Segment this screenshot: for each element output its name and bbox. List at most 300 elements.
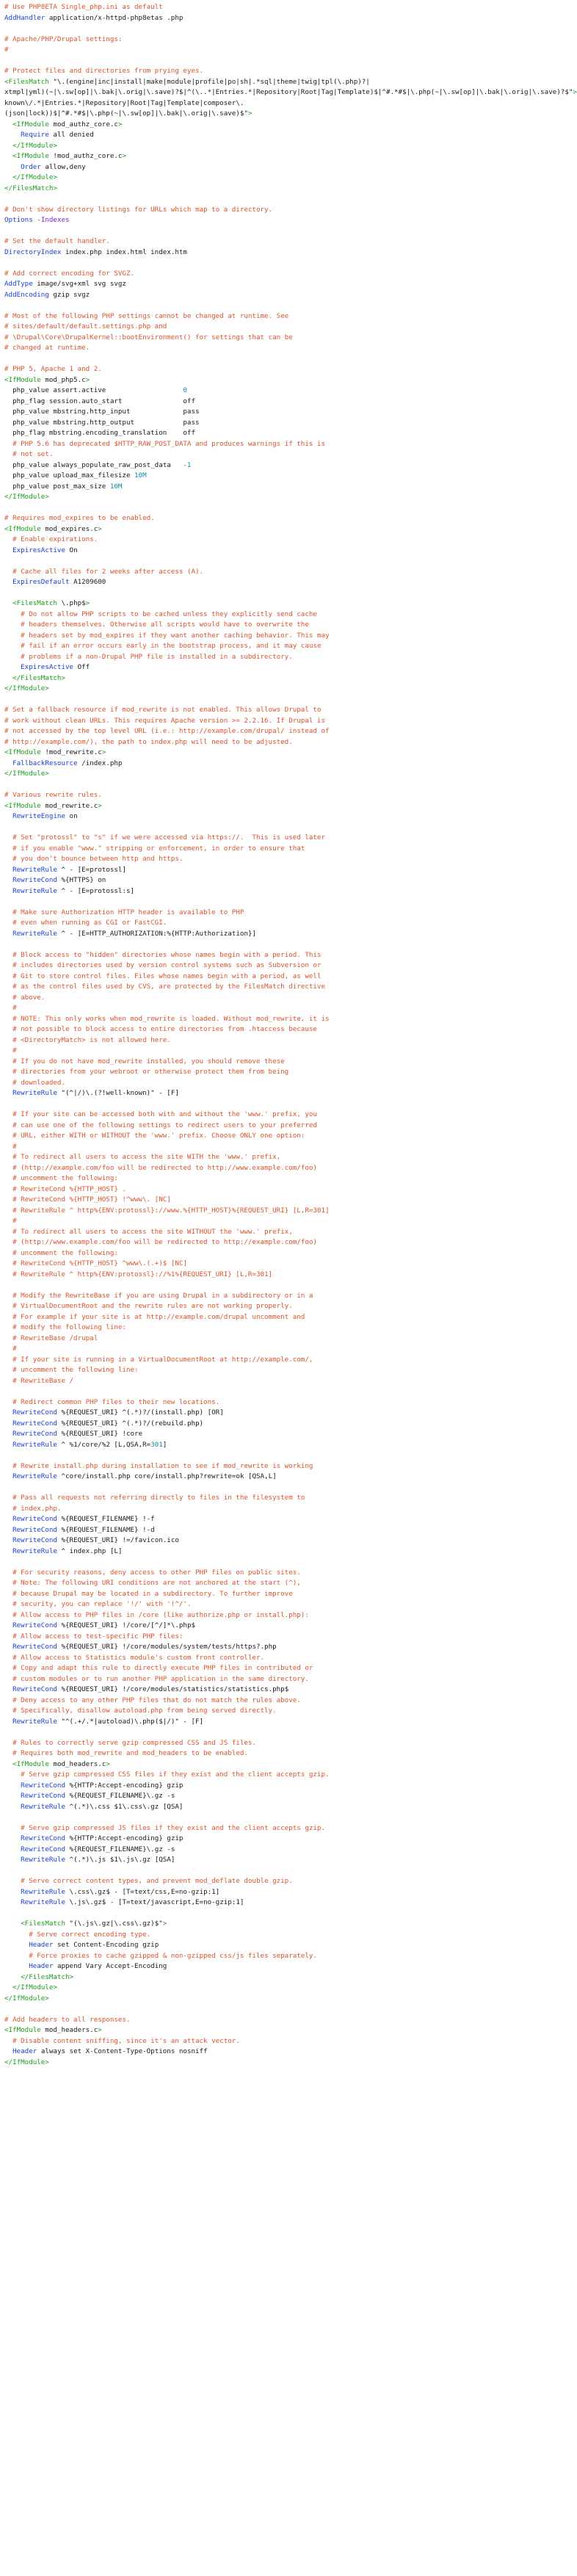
code-line bbox=[0, 1866, 440, 1877]
code-token-kw: RewriteCond bbox=[12, 1643, 57, 1651]
code-token-comment: # RewriteCond %{HTTP_HOST} ^www\.(.+)$ [NC] bbox=[4, 1259, 187, 1267]
code-line bbox=[0, 897, 440, 908]
code-line bbox=[0, 939, 440, 950]
code-line bbox=[0, 886, 440, 897]
code-token-plain bbox=[4, 1792, 21, 1800]
code-token-comment: # Make sure Authorization HTTP header is available to PHP bbox=[4, 908, 244, 916]
code-line bbox=[0, 77, 440, 88]
code-token-kw: RewriteCond bbox=[21, 1845, 65, 1853]
code-token-kw: ExpiresActive bbox=[21, 663, 74, 671]
code-line bbox=[0, 1781, 440, 1792]
code-line bbox=[0, 236, 440, 247]
code-line bbox=[0, 705, 440, 716]
code-line bbox=[0, 1834, 440, 1845]
code-line bbox=[0, 1237, 440, 1248]
code-token-comment: # Serve correct content types, and prevent mod_deflate double gzip. bbox=[4, 1877, 293, 1885]
code-token-plain bbox=[4, 1089, 12, 1097]
code-token-comment: # Serve correct encoding type. bbox=[4, 1930, 151, 1939]
code-line bbox=[0, 322, 440, 333]
code-line bbox=[0, 1088, 440, 1099]
code-token-plain bbox=[4, 1621, 12, 1629]
code-token-kw: RewriteCond bbox=[21, 1792, 65, 1800]
code-line bbox=[0, 524, 440, 535]
code-line bbox=[0, 120, 440, 131]
code-line bbox=[0, 1419, 440, 1430]
code-token-plain bbox=[4, 1803, 21, 1811]
code-token-kw: AddHandler bbox=[4, 13, 46, 22]
code-token-plain bbox=[4, 1536, 12, 1544]
code-token-kw: AddType bbox=[4, 280, 33, 288]
code-token-comment: # even when running as CGI or FastCGI. bbox=[4, 919, 167, 927]
code-line bbox=[0, 865, 440, 876]
code-token-comment: # modify the following line: bbox=[4, 1323, 126, 1331]
code-line bbox=[0, 1173, 440, 1184]
code-token-plain: \.css\.gz$ - [T=text/css,E=no-gzip:1] bbox=[65, 1887, 220, 1896]
code-line bbox=[0, 1610, 440, 1621]
code-line bbox=[0, 588, 440, 599]
code-token-comment: # Set "protossl" to "s" if we were accessed via https://. This is used later bbox=[4, 833, 325, 842]
code-line bbox=[0, 1355, 440, 1366]
code-line bbox=[0, 1621, 440, 1632]
code-line bbox=[0, 2025, 440, 2036]
code-line bbox=[0, 513, 440, 524]
code-token-comment: # Pass all requests not referring directly to files in the filesystem to bbox=[4, 1494, 305, 1502]
code-token-plain bbox=[4, 1888, 21, 1896]
code-token-plain bbox=[4, 152, 12, 160]
code-line bbox=[0, 875, 440, 886]
code-line bbox=[0, 577, 440, 588]
code-line bbox=[0, 407, 440, 418]
code-line bbox=[0, 1376, 440, 1387]
code-line bbox=[0, 972, 440, 983]
code-token-plain bbox=[4, 1472, 12, 1480]
code-token-comment: # <DirectoryMatch> is not allowed here. bbox=[4, 1035, 171, 1044]
code-line bbox=[0, 811, 440, 822]
code-token-comment: # Copy and adapt this rule to directly execute PHP files in contributed or bbox=[4, 1664, 313, 1672]
code-token-plain bbox=[4, 663, 21, 671]
code-line bbox=[0, 460, 440, 471]
code-line bbox=[0, 1770, 440, 1781]
code-token-comment: # uncomment the following: bbox=[4, 1174, 118, 1182]
code-token-kw: RewriteCond bbox=[12, 1419, 57, 1428]
code-line bbox=[0, 439, 440, 450]
code-token-plain: ^(.*)\.js $1\.js\.gz [QSA] bbox=[65, 1856, 175, 1864]
code-line bbox=[0, 929, 440, 940]
code-line bbox=[0, 1312, 440, 1323]
code-line bbox=[0, 1599, 440, 1610]
code-token-comment: # headers themselves. Otherwise all scripts would have to overwrite the bbox=[4, 621, 309, 629]
code-line bbox=[0, 780, 440, 791]
code-line bbox=[0, 1131, 440, 1142]
code-token-comment: # bbox=[4, 1046, 17, 1054]
code-line bbox=[0, 2004, 440, 2015]
code-token-tag: > bbox=[573, 88, 577, 96]
code-token-plain: \.php$ bbox=[57, 599, 86, 607]
code-line bbox=[0, 1408, 440, 1419]
code-token-plain bbox=[4, 1718, 12, 1726]
code-line bbox=[0, 833, 440, 844]
code-line bbox=[0, 993, 440, 1004]
code-line bbox=[0, 215, 440, 226]
code-token-tag: </IfModule> bbox=[12, 141, 57, 150]
code-token-comment: # For example if your site is at http://example.com/drupal uncomment and bbox=[4, 1312, 305, 1321]
code-token-tag: <FilesMatch bbox=[21, 1920, 65, 1928]
code-token-kw: RewriteRule bbox=[12, 1440, 57, 1449]
code-token-comment: # Disable content sniffing, since it's an attack vector. bbox=[4, 2036, 240, 2045]
code-token-plain: ^ - [E=HTTP_AUTHORIZATION:%{HTTP:Authorization}] bbox=[57, 929, 256, 938]
code-token-tag: > bbox=[98, 524, 102, 533]
code-token-tag: </FilesMatch> bbox=[4, 184, 57, 192]
code-line bbox=[0, 2015, 440, 2026]
code-token-tag: <FilesMatch bbox=[12, 599, 57, 607]
code-token-comment: # RewriteBase /drupal bbox=[4, 1334, 98, 1342]
code-line bbox=[0, 716, 440, 727]
code-token-plain: %{REQUEST_FILENAME} !-d bbox=[57, 1525, 155, 1534]
code-token-comment: # Use PHP8ETA Single_php.ini as default bbox=[4, 3, 163, 11]
code-line bbox=[0, 1195, 440, 1206]
code-line bbox=[0, 2, 440, 13]
code-line bbox=[0, 769, 440, 780]
code-line bbox=[0, 162, 440, 173]
code-token-tag: <IfModule bbox=[4, 524, 41, 533]
code-token-plain: ^ index.php [L] bbox=[57, 1546, 123, 1555]
code-token-comment: # Redirect common PHP files to their new locations. bbox=[4, 1397, 220, 1406]
code-token-comment: # Allow access to Statistics module's custom front controller. bbox=[4, 1653, 265, 1662]
code-token-kw: FallbackResource bbox=[12, 759, 78, 767]
code-token-plain: ^(.*)\.css $1\.css\.gz [QSA] bbox=[65, 1802, 184, 1811]
code-token-plain bbox=[4, 1898, 21, 1906]
code-line bbox=[0, 375, 440, 386]
code-token-plain: mod_authz_core.c bbox=[48, 120, 118, 129]
code-token-comment: # RewriteRule ^ http%{ENV:protossl}://www.%{HTTP_HOST}%{REQUEST_URI} [L,R=301] bbox=[4, 1206, 330, 1215]
code-token-plain bbox=[4, 1547, 12, 1555]
code-token-plain bbox=[4, 759, 12, 767]
code-token-plain bbox=[4, 142, 12, 150]
code-line bbox=[0, 854, 440, 865]
code-line bbox=[0, 1983, 440, 1994]
code-line bbox=[0, 1535, 440, 1546]
code-token-comment: # you don't bounce between http and https. bbox=[4, 855, 184, 863]
code-token-kw: RewriteRule bbox=[12, 1089, 57, 1097]
code-line bbox=[0, 418, 440, 429]
code-line bbox=[0, 1280, 440, 1291]
code-token-plain: %{REQUEST_URI} !/core/[^/]*\.php$ bbox=[57, 1621, 196, 1629]
code-token-plain: %{REQUEST_URI} ^(.*)?/(rebuild.php) bbox=[57, 1419, 204, 1428]
code-token-kw: RewriteCond bbox=[12, 1430, 57, 1438]
code-token-plain: (json|lock))$|^#.*#$|\.php(~|\.sw[op]|\.bak|\.orig|\.save)$" bbox=[4, 109, 248, 117]
code-token-comment: # RewriteRule ^ http%{ENV:protossl}://%1%{REQUEST_URI} [L,R=301] bbox=[4, 1270, 273, 1278]
code-line bbox=[0, 748, 440, 759]
code-line bbox=[0, 492, 440, 503]
code-line bbox=[0, 1759, 440, 1770]
code-line bbox=[0, 1227, 440, 1238]
code-line bbox=[0, 1110, 440, 1121]
code-token-plain bbox=[4, 1941, 29, 1949]
code-line bbox=[0, 609, 440, 621]
code-token-num: 301 bbox=[150, 1440, 163, 1449]
code-line bbox=[0, 1887, 440, 1898]
code-token-kw: RewriteCond bbox=[21, 1834, 65, 1842]
code-line bbox=[0, 1855, 440, 1866]
code-token-comment: # http://example.com/), the path to index.php will need to be adjusted. bbox=[4, 737, 293, 746]
code-token-tag: > bbox=[122, 152, 126, 160]
code-line bbox=[0, 1876, 440, 1887]
code-line bbox=[0, 1450, 440, 1461]
code-token-plain: on bbox=[65, 812, 78, 820]
code-token-tag: <IfModule bbox=[4, 748, 41, 756]
code-token-kw: Options bbox=[4, 216, 33, 224]
code-line bbox=[0, 194, 440, 205]
code-line bbox=[0, 822, 440, 833]
code-line bbox=[0, 13, 440, 24]
code-line bbox=[0, 184, 440, 195]
code-token-plain bbox=[4, 1760, 12, 1768]
code-token-kw: RewriteRule bbox=[12, 1717, 57, 1726]
code-token-tag: <IfModule bbox=[12, 1759, 49, 1768]
code-line bbox=[0, 173, 440, 184]
code-token-comment: # RewriteBase / bbox=[4, 1376, 74, 1385]
code-token-plain bbox=[4, 1515, 12, 1523]
code-line bbox=[0, 790, 440, 801]
code-token-tag: <FilesMatch bbox=[4, 77, 49, 86]
code-token-comment: # uncomment the following line: bbox=[4, 1366, 139, 1374]
code-token-comment: # changed at runtime. bbox=[4, 344, 90, 352]
code-token-plain bbox=[4, 812, 12, 820]
code-token-comment: # headers set by mod_expires if they want another caching behavior. This may bbox=[4, 631, 330, 640]
code-token-kw: RewriteRule bbox=[12, 1546, 57, 1555]
code-token-plain bbox=[4, 887, 12, 895]
code-token-comment: # above. bbox=[4, 993, 46, 1002]
code-token-plain bbox=[4, 1983, 12, 1991]
code-token-plain: %{REQUEST_FILENAME}\.gz -s bbox=[65, 1845, 175, 1853]
code-line bbox=[0, 1653, 440, 1664]
code-line bbox=[0, 247, 440, 258]
code-line bbox=[0, 1909, 440, 1920]
code-line bbox=[0, 23, 440, 35]
code-token-comment: # If your site is running in a VirtualDocumentRoot at http://example.com/, bbox=[4, 1355, 313, 1364]
code-line bbox=[0, 1514, 440, 1525]
code-line bbox=[0, 684, 440, 695]
code-token-plain: mod_expires.c bbox=[40, 524, 98, 533]
code-token-plain: php_flag session.auto_start off bbox=[4, 397, 195, 405]
code-token-plain: php_value mbstring.http_input pass bbox=[4, 408, 200, 416]
code-token-comment: # URL, either WITH or WITHOUT the 'www.' prefix. Choose ONLY one option: bbox=[4, 1132, 305, 1140]
code-token-plain bbox=[4, 1685, 12, 1693]
code-token-kw: RewriteRule bbox=[12, 865, 57, 874]
code-line bbox=[0, 737, 440, 748]
code-token-plain bbox=[4, 1430, 12, 1438]
code-token-plain: php_flag mbstring.encoding_translation off bbox=[4, 429, 195, 437]
code-line bbox=[0, 1812, 440, 1823]
code-line bbox=[0, 1642, 440, 1653]
code-token-plain: %{HTTP:Accept-encoding} gzip bbox=[65, 1781, 184, 1790]
code-token-plain: ^ - [E=protossl] bbox=[57, 865, 126, 874]
code-line bbox=[0, 1632, 440, 1643]
code-token-plain: php_value always_populate_raw_post_data bbox=[4, 460, 184, 469]
code-line bbox=[0, 982, 440, 993]
code-token-comment: # work without clean URLs. This requires Apache version >= 2.2.16. If Drupal is bbox=[4, 716, 325, 725]
code-token-plain: Off bbox=[73, 663, 90, 671]
code-line bbox=[0, 482, 440, 493]
code-line bbox=[0, 364, 440, 375]
code-token-comment: # bbox=[4, 1345, 17, 1353]
code-token-comment: # can use one of the following settings to redirect users to your preferred bbox=[4, 1121, 317, 1129]
code-line bbox=[0, 652, 440, 663]
code-line bbox=[0, 1259, 440, 1270]
code-line bbox=[0, 641, 440, 652]
code-token-tag: <IfModule bbox=[12, 120, 49, 129]
code-token-tag: > bbox=[101, 748, 106, 756]
code-token-comment: # Various rewrite rules. bbox=[4, 791, 102, 799]
code-line bbox=[0, 449, 440, 460]
code-token-plain bbox=[4, 1441, 12, 1449]
code-token-plain bbox=[4, 2047, 12, 2055]
code-token-plain bbox=[4, 1526, 12, 1534]
code-token-kw: RewriteRule bbox=[21, 1887, 65, 1896]
code-token-comment: # Set a fallback resource if mod_rewrite is not enabled. This allows Drupal to bbox=[4, 706, 322, 714]
code-token-plain bbox=[4, 131, 21, 139]
code-token-kw: RewriteRule bbox=[21, 1802, 65, 1811]
code-token-plain: !mod_rewrite.c bbox=[40, 748, 102, 756]
code-line bbox=[0, 918, 440, 929]
code-token-comment: # security, you can replace '!/' with '!^/'. bbox=[4, 1600, 192, 1608]
code-token-plain: allow,deny bbox=[40, 162, 86, 171]
code-token-kw: Require bbox=[21, 131, 49, 139]
code-line bbox=[0, 1440, 440, 1451]
code-line bbox=[0, 631, 440, 642]
code-line bbox=[0, 1951, 440, 1962]
code-line bbox=[0, 354, 440, 365]
code-token-comment: # Note: The following URI conditions are not anchored at the start (^), bbox=[4, 1579, 301, 1587]
code-line bbox=[0, 258, 440, 269]
code-line bbox=[0, 1706, 440, 1717]
code-token-comment: # Add headers to all responses. bbox=[4, 2015, 131, 2024]
code-line bbox=[0, 1291, 440, 1302]
code-token-plain: index.php index.html index.htm bbox=[61, 247, 187, 256]
code-token-comment: # RewriteCond %{HTTP_HOST} . bbox=[4, 1184, 126, 1193]
code-token-plain: mod_rewrite.c bbox=[40, 801, 98, 810]
code-line bbox=[0, 556, 440, 567]
code-line bbox=[0, 1940, 440, 1951]
code-token-plain bbox=[4, 1419, 12, 1428]
code-line bbox=[0, 1727, 440, 1738]
code-token-comment: # fail if an error occurs early in the bootstrap process, and it may cause bbox=[4, 642, 322, 650]
code-line bbox=[0, 1674, 440, 1685]
code-line bbox=[0, 1216, 440, 1227]
code-token-plain bbox=[4, 866, 12, 874]
code-token-plain: mod_headers.c bbox=[40, 2026, 98, 2034]
code-line bbox=[0, 1972, 440, 1983]
code-token-kw: RewriteCond bbox=[12, 1536, 57, 1544]
code-token-plain: php_value mbstring.http_output pass bbox=[4, 418, 200, 427]
code-token-plain bbox=[4, 1834, 21, 1842]
code-line bbox=[0, 141, 440, 152]
code-token-comment: # Force proxies to cache gzipped & non-gzipped css/js files separately. bbox=[4, 1951, 317, 1960]
code-line bbox=[0, 546, 440, 557]
code-token-kw: ExpiresActive bbox=[12, 546, 65, 554]
code-line bbox=[0, 343, 440, 354]
code-token-plain: mod_headers.c bbox=[48, 1759, 106, 1768]
code-token-plain: %{REQUEST_URI} ^(.*)?/(install.php) [OR] bbox=[57, 1408, 224, 1417]
code-token-plain bbox=[4, 1408, 12, 1417]
code-token-plain: mod_php5.c bbox=[40, 375, 86, 384]
code-token-comment: # Deny access to any other PHP files that do not match the rules above. bbox=[4, 1696, 301, 1704]
code-token-tag: </IfModule> bbox=[4, 2058, 49, 2066]
code-line bbox=[0, 673, 440, 684]
code-line bbox=[0, 1163, 440, 1174]
code-line bbox=[0, 1717, 440, 1728]
code-line bbox=[0, 1014, 440, 1025]
code-token-plain: image/svg+xml svg svgz bbox=[32, 280, 126, 288]
code-token-kw: ExpiresDefault bbox=[12, 578, 70, 586]
code-token-comment: # Serve gzip compressed JS files if they exist and the client accepts gzip. bbox=[4, 1823, 325, 1832]
code-token-plain: always set X-Content-Type-Options nosniff bbox=[37, 2047, 208, 2055]
code-token-plain: php_value upload_max_filesize bbox=[4, 471, 135, 480]
code-line bbox=[0, 1184, 440, 1195]
code-token-tag: </IfModule> bbox=[4, 684, 49, 692]
code-line bbox=[0, 1046, 440, 1057]
code-line bbox=[0, 333, 440, 344]
code-token-comment: # index.php. bbox=[4, 1504, 62, 1513]
code-token-plain: set Content-Encoding gzip bbox=[53, 1941, 159, 1949]
code-token-kw: RewriteRule bbox=[12, 929, 57, 938]
code-token-comment: # PHP 5, Apache 1 and 2. bbox=[4, 365, 102, 373]
code-token-tag: <IfModule bbox=[4, 2026, 41, 2034]
code-token-plain: %{REQUEST_FILENAME}\.gz -s bbox=[65, 1792, 175, 1800]
code-line bbox=[0, 1142, 440, 1153]
code-line bbox=[0, 98, 440, 109]
code-token-kw: DirectoryIndex bbox=[4, 247, 62, 256]
code-token-tag: > bbox=[106, 1759, 110, 1768]
code-token-plain: php_value post_max_size bbox=[4, 482, 110, 491]
code-token-plain: %{REQUEST_FILENAME} !-f bbox=[57, 1515, 155, 1523]
code-token-op: -Indexes bbox=[37, 216, 70, 224]
code-token-comment: # Modify the RewriteBase if you are using Drupal in a subdirectory or in a bbox=[4, 1291, 313, 1300]
code-line bbox=[0, 1823, 440, 1834]
code-line bbox=[0, 290, 440, 301]
code-token-plain: gzip svgz bbox=[48, 290, 90, 299]
code-line bbox=[0, 1152, 440, 1163]
code-token-plain: On bbox=[65, 546, 78, 554]
code-token-comment: # bbox=[4, 1217, 17, 1225]
code-token-comment: # problems if a non-Drupal PHP file is installed in a subdirectory. bbox=[4, 652, 293, 661]
code-token-comment: # uncomment the following: bbox=[4, 1248, 118, 1257]
code-token-tag: </IfModule> bbox=[4, 1994, 49, 2002]
code-line bbox=[0, 151, 440, 162]
code-line bbox=[0, 56, 440, 67]
code-token-comment: # downloaded. bbox=[4, 1078, 65, 1087]
code-token-plain: %{REQUEST_URI} !/core/modules/system/tests/https?.php bbox=[57, 1643, 277, 1651]
code-token-comment: # not set. bbox=[4, 450, 54, 458]
code-token-plain: A1209600 bbox=[69, 578, 106, 586]
code-token-kw: AddEncoding bbox=[4, 290, 49, 299]
code-token-plain: known\/.*|Entries.*|Repository|Root|Tag|Template|composer\. bbox=[4, 98, 244, 107]
code-line bbox=[0, 205, 440, 216]
code-token-kw: Header bbox=[12, 2047, 37, 2055]
code-token-num: 10M bbox=[109, 482, 123, 491]
code-token-comment: # includes directories used by version control systems such as Subversion or bbox=[4, 961, 322, 969]
code-token-kw: Header bbox=[29, 1962, 54, 1970]
code-line bbox=[0, 311, 440, 322]
code-token-comment: # If your site can be accessed both with and without the 'www.' prefix, you bbox=[4, 1110, 317, 1118]
code-token-plain: !mod_authz_core.c bbox=[48, 152, 123, 160]
code-line bbox=[0, 130, 440, 141]
code-token-kw: RewriteCond bbox=[21, 1781, 65, 1790]
code-token-comment: # Serve gzip compressed CSS files if they exist and the client accepts gzip. bbox=[4, 1770, 330, 1779]
code-token-comment: # Allow access to PHP files in /core (like authorize.php or install.php): bbox=[4, 1610, 309, 1619]
code-token-tag: > bbox=[247, 109, 253, 117]
code-line bbox=[0, 503, 440, 514]
